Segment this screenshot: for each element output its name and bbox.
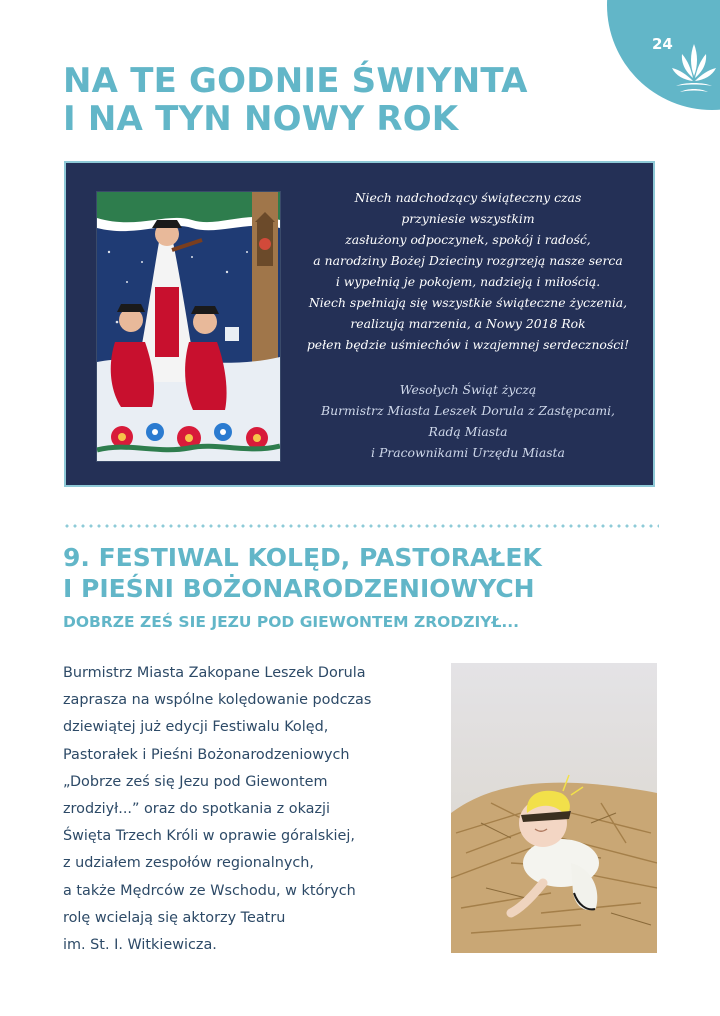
page-title bbox=[63, 62, 528, 138]
festival-title-line-1: 9. FESTIWAL KOLĘD, PASTORAŁEK bbox=[63, 543, 542, 572]
body-line: z udziałem zespołów regionalnych, bbox=[63, 855, 314, 872]
wish-line: Niech spełniają się wszystkie świąteczne życzenia, bbox=[308, 295, 628, 310]
body-line: „Dobrze ześ się Jezu pod Giewontem bbox=[63, 773, 328, 790]
body-line: Burmistrz Miasta Zakopane Leszek Dorula bbox=[63, 665, 366, 681]
wish-line: realizują marzenia, a Nowy 2018 Rok bbox=[350, 316, 586, 331]
greeting-card bbox=[64, 161, 655, 487]
festival-title-line-2: I PIEŚNI BOŻONARODZENIOWYCH bbox=[63, 574, 535, 603]
body-line: dziewiątej już edycji Festiwalu Kolęd, bbox=[63, 719, 329, 736]
greeting-wishes bbox=[302, 187, 634, 355]
body-line: im. St. I. Witkiewicza. bbox=[63, 937, 217, 954]
signature-line: i Pracownikami Urzędu Miasta bbox=[371, 445, 565, 460]
festival-description bbox=[63, 660, 443, 959]
signature-line: Wesołych Świąt życzą bbox=[399, 382, 537, 397]
body-line: rolę wcielają się aktorzy Teatru bbox=[63, 909, 286, 926]
page-title-line-2: I NA TYN NOWY ROK bbox=[63, 99, 459, 139]
wish-line: zasłużony odpoczynek, spokój i radość, bbox=[345, 232, 591, 247]
page-number: 24 bbox=[652, 35, 673, 53]
wish-line: i wypełnią je pokojem, nadzieją i miłością. bbox=[335, 274, 601, 289]
signature-line: Radą Miasta bbox=[428, 424, 508, 439]
greeting-signature bbox=[302, 379, 634, 463]
signature-line: Burmistrz Miasta Leszek Dorula z Zastępcami, bbox=[320, 403, 615, 418]
wish-line: przyniesie wszystkim bbox=[401, 211, 535, 226]
body-line: Święta Trzech Króli w oprawie góralskiej, bbox=[63, 828, 355, 845]
leaf-sprout-icon bbox=[668, 36, 720, 98]
dotted-divider bbox=[63, 524, 659, 528]
wish-line: a narodziny Bożej Dzieciny rozgrzeją nasze serca bbox=[313, 253, 623, 268]
body-line: zaprasza na wspólne kolędowanie podczas bbox=[63, 692, 372, 709]
body-line: Pastorałek i Pieśni Bożonarodzeniowych bbox=[63, 746, 350, 763]
wish-line: Niech nadchodzący świąteczny czas bbox=[354, 190, 582, 205]
folk-painting-highlanders bbox=[96, 191, 281, 462]
body-line: zrodziył...” oraz do spotkania z okazji bbox=[63, 801, 331, 818]
festival-subtitle: DOBRZE ZEŚ SIE JEZU POD GIEWONTEM ZRODZIYŁ... bbox=[63, 613, 520, 631]
page-title-line-1: NA TE GODNIE ŚWIYNTA bbox=[63, 61, 528, 101]
body-line: a także Mędrców ze Wschodu, w których bbox=[63, 882, 356, 899]
wish-line: pełen będzie uśmiechów i wzajemnej serdeczności! bbox=[306, 337, 630, 352]
sleeping-baby-illustration bbox=[451, 663, 657, 953]
festival-title bbox=[63, 542, 542, 604]
